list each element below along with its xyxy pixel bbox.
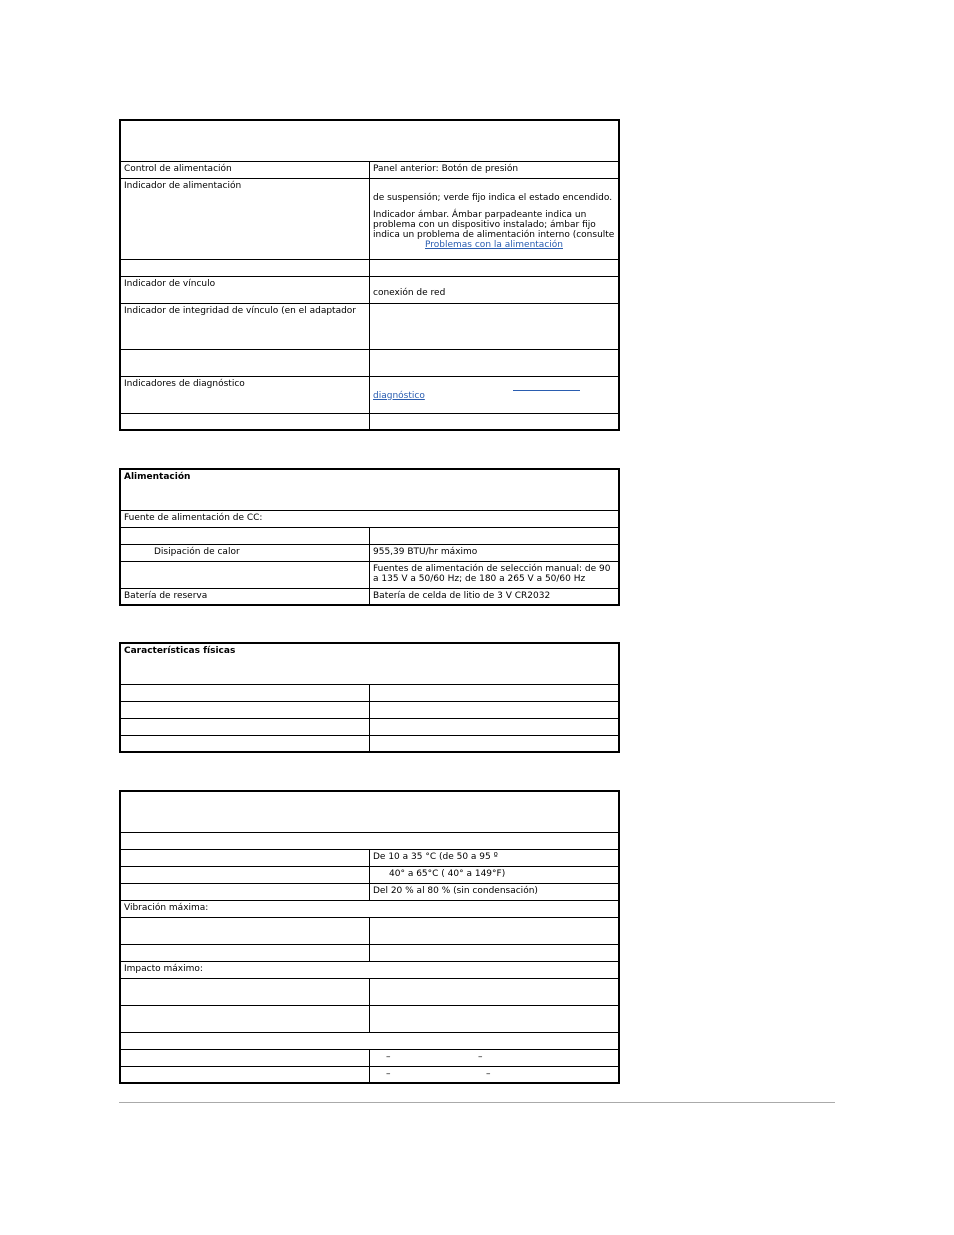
diagnostic-link[interactable]: diagnóstico	[373, 390, 425, 401]
empty-cell	[120, 735, 370, 752]
power-indicator-line2: Indicador ámbar. Ámbar parpadeante indica un problema con un dispositivo instalado; ámbar fijo indica un problema de alimentación interno (consulte	[373, 209, 615, 240]
empty-cell	[370, 259, 620, 276]
link-integrity-label: Indicador de integridad de vínculo (en el adaptador	[120, 303, 370, 349]
power-table	[119, 468, 620, 606]
empty-cell	[370, 978, 620, 1005]
empty-cell	[120, 259, 370, 276]
power-indicator-label: Indicador de alimentación	[120, 178, 370, 259]
physical-header: Características físicas	[120, 643, 619, 684]
empty-cell	[120, 349, 370, 376]
empty-cell	[370, 701, 620, 718]
altitude-operating-value	[370, 1049, 620, 1066]
empty-cell	[370, 718, 620, 735]
backup-battery-value: Batería de celda de litio de 3 V CR2032	[370, 588, 620, 605]
dash-2: –	[478, 1051, 483, 1062]
voltage-value: Fuentes de alimentación de selección manual: de 90 a 135 V a 50/60 Hz; de 180 a 265 V a 50/60 Hz	[370, 561, 620, 588]
empty-cell	[120, 978, 370, 1005]
altitude-storage-value	[370, 1066, 620, 1083]
empty-cell	[370, 684, 620, 701]
empty-cell	[120, 832, 619, 849]
heat-dissipation-value: 955,39 BTU/hr máximo	[370, 544, 620, 561]
power-indicator-value	[370, 178, 620, 259]
empty-cell	[370, 735, 620, 752]
dc-supply-label: Fuente de alimentación de CC:	[120, 510, 619, 527]
diagnostic-link-underline	[513, 390, 580, 391]
empty-cell	[120, 1066, 370, 1083]
power-control-value: Panel anterior: Botón de presión	[370, 161, 620, 178]
empty-cell	[370, 349, 620, 376]
operating-temp-value: De 10 a 35 °C (de 50 a 95 º	[370, 849, 620, 866]
empty-cell	[120, 413, 370, 430]
diagnostic-indicators-label: Indicadores de diagnóstico	[120, 376, 370, 413]
empty-cell	[120, 883, 370, 900]
empty-cell	[120, 1005, 370, 1032]
empty-cell	[120, 684, 370, 701]
empty-cell	[120, 917, 370, 944]
environment-table	[119, 790, 620, 1084]
empty-cell	[370, 413, 620, 430]
empty-cell	[120, 1049, 370, 1066]
empty-cell	[370, 303, 620, 349]
empty-cell	[370, 917, 620, 944]
empty-cell	[120, 718, 370, 735]
empty-cell	[120, 1032, 619, 1049]
heat-dissipation-label: Disipación de calor	[120, 544, 370, 561]
empty-cell	[120, 849, 370, 866]
empty-cell	[370, 1005, 620, 1032]
empty-cell	[120, 944, 370, 961]
physical-table	[119, 642, 620, 753]
storage-temp-value: 40° a 65°C ( 40° a 149°F)	[370, 866, 620, 883]
power-problems-link[interactable]: Problemas con la alimentación	[425, 239, 563, 250]
max-vibration-label: Vibración máxima:	[120, 900, 619, 917]
empty-cell	[370, 944, 620, 961]
humidity-value: Del 20 % al 80 % (sin condensación)	[370, 883, 620, 900]
empty-cell	[120, 701, 370, 718]
backup-battery-label: Batería de reserva	[120, 588, 370, 605]
dash-3: –	[386, 1068, 391, 1079]
empty-cell	[120, 866, 370, 883]
link-indicator-text: conexión de red	[373, 287, 446, 298]
controls-table	[119, 119, 620, 431]
empty-cell	[370, 527, 620, 544]
power-header: Alimentación	[120, 469, 619, 510]
diagnostic-indicators-value	[370, 376, 620, 413]
controls-header-cell	[120, 120, 619, 161]
empty-cell	[120, 527, 370, 544]
dash-4: –	[486, 1068, 491, 1079]
footer-divider	[119, 1102, 835, 1103]
max-shock-label: Impacto máximo:	[120, 961, 619, 978]
power-indicator-line1: de suspensión; verde fijo indica el estado encendido.	[373, 192, 613, 203]
link-indicator-label: Indicador de vínculo	[120, 276, 370, 303]
environment-header-cell	[120, 791, 619, 832]
link-indicator-value	[370, 276, 620, 303]
power-control-label: Control de alimentación	[120, 161, 370, 178]
dash-1: –	[386, 1051, 391, 1062]
empty-cell	[120, 561, 370, 588]
